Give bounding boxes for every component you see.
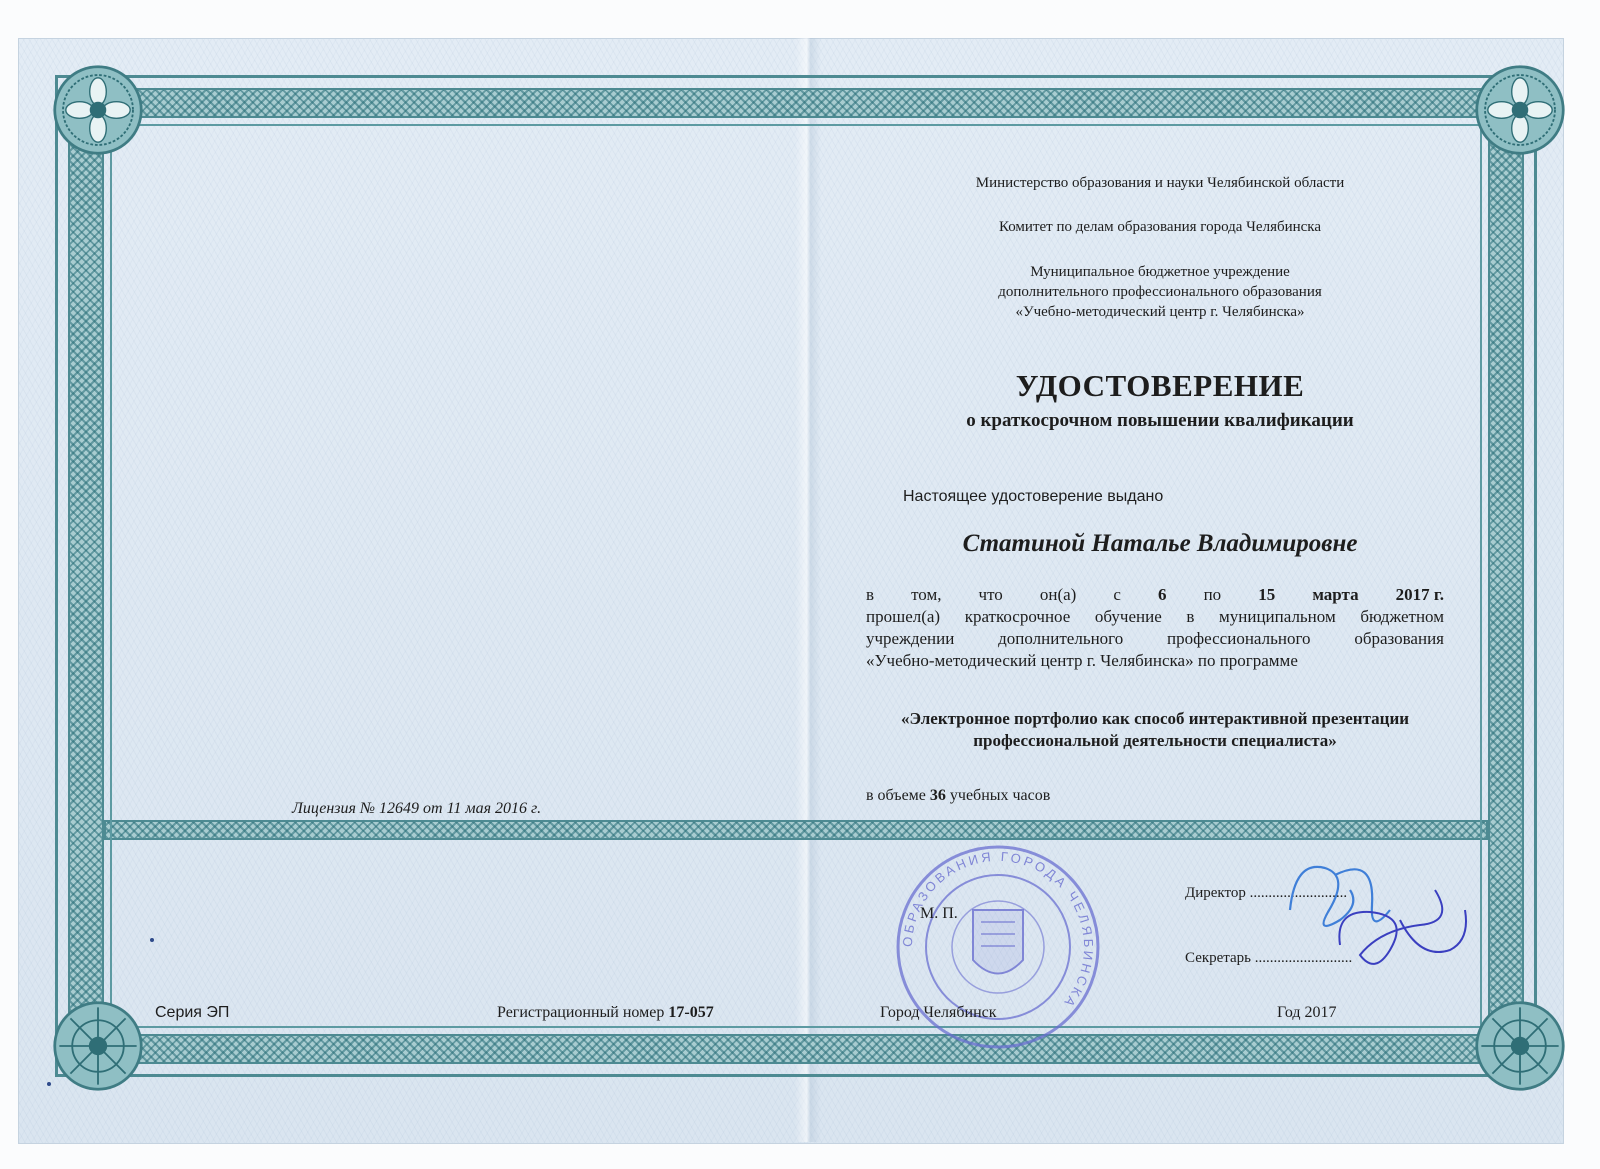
period-year: 2017 г.: [1395, 585, 1444, 604]
frame-band-bottom: [68, 1034, 1524, 1064]
statement-line: «Учебно-методический центр г. Челябинска» по программе: [866, 651, 1298, 670]
rosette-icon: [1474, 1000, 1566, 1092]
year-value: 2017: [1304, 1004, 1337, 1021]
certificate-subtitle: о краткосрочном повышении квалификации: [966, 410, 1354, 431]
city-name: Город Челябинск: [880, 1004, 997, 1021]
stamp-place-label: М. П.: [920, 905, 958, 922]
series-value: ЭП: [206, 1004, 230, 1021]
year-label: Год: [1277, 1004, 1301, 1021]
period-start-day: 6: [1158, 585, 1167, 604]
paper-speck: [150, 938, 154, 942]
period-word: что: [978, 585, 1003, 604]
program-title: «Электронное портфолио как способ интерактивной презентации профессиональной деятельности специалиста»: [900, 709, 1410, 750]
series-info: [155, 1004, 229, 1022]
rosette-icon: [52, 64, 144, 156]
period-word: с: [1113, 585, 1121, 604]
reg-value: 17-057: [668, 1004, 714, 1021]
stamp-emblem: [973, 910, 1023, 974]
rosette-icon: [52, 1000, 144, 1092]
frame-band-right: [1488, 88, 1524, 1064]
volume-hours: 36: [929, 787, 946, 804]
rosette-icon: [1474, 64, 1566, 156]
paper-speck: [47, 1082, 51, 1086]
handwritten-signatures: [1280, 850, 1480, 980]
period-word: в: [866, 585, 875, 604]
director-label: Директор: [1185, 885, 1246, 901]
recipient-name: Статиной Наталье Владимировне: [962, 530, 1358, 557]
training-statement: [866, 584, 1444, 672]
volume-suffix: учебных часов: [949, 787, 1051, 804]
volume-prefix: в объеме: [866, 787, 926, 804]
certificate-title: УДОСТОВЕРЕНИЕ: [1015, 368, 1305, 403]
license-info: Лицензия № 12649 от 11 мая 2016 г.: [292, 800, 542, 817]
signature-dots: ..........................: [1249, 885, 1348, 901]
institution-line: Муниципальное бюджетное учреждение: [1030, 264, 1290, 280]
committee-name: Комитет по делам образования города Челябинска: [998, 219, 1322, 235]
statement-line: учреждении дополнительного профессионального образования: [866, 629, 1444, 648]
signature-dots: ..........................: [1254, 950, 1353, 966]
period-month: марта: [1312, 585, 1359, 604]
issue-year: [1277, 1004, 1337, 1022]
institution-line: дополнительного профессионального образования: [998, 284, 1322, 300]
course-volume: [866, 787, 1050, 805]
period-end-day: 15: [1258, 585, 1276, 604]
secretary-label: Секретарь: [1185, 950, 1252, 966]
institution-name: [880, 262, 1440, 322]
registration-number: [497, 1004, 714, 1022]
secretary-signature: [1339, 890, 1466, 964]
period-word: он(а): [1039, 585, 1077, 604]
frame-band-top: [68, 88, 1524, 118]
period-word: том,: [911, 585, 942, 604]
director-signature: [1290, 867, 1390, 926]
institution-line: «Учебно-методический центр г. Челябинска»: [1015, 304, 1305, 320]
statement-line: прошел(а) краткосрочное обучение в муниципальном бюджетном: [866, 607, 1444, 626]
issued-to-label: Настоящее удостоверение выдано: [903, 488, 1164, 505]
training-period: [866, 584, 1444, 606]
series-label: Серия: [155, 1004, 202, 1021]
ministry-name: Министерство образования и науки Челябинской области: [975, 175, 1345, 191]
stamp-ring-text: ОБРАЗОВАНИЯ ГОРОДА ЧЕЛЯБИНСКА: [899, 848, 1097, 1012]
frame-band-left: [68, 88, 104, 1064]
period-word: по: [1203, 585, 1222, 604]
reg-label: Регистрационный номер: [497, 1004, 665, 1021]
